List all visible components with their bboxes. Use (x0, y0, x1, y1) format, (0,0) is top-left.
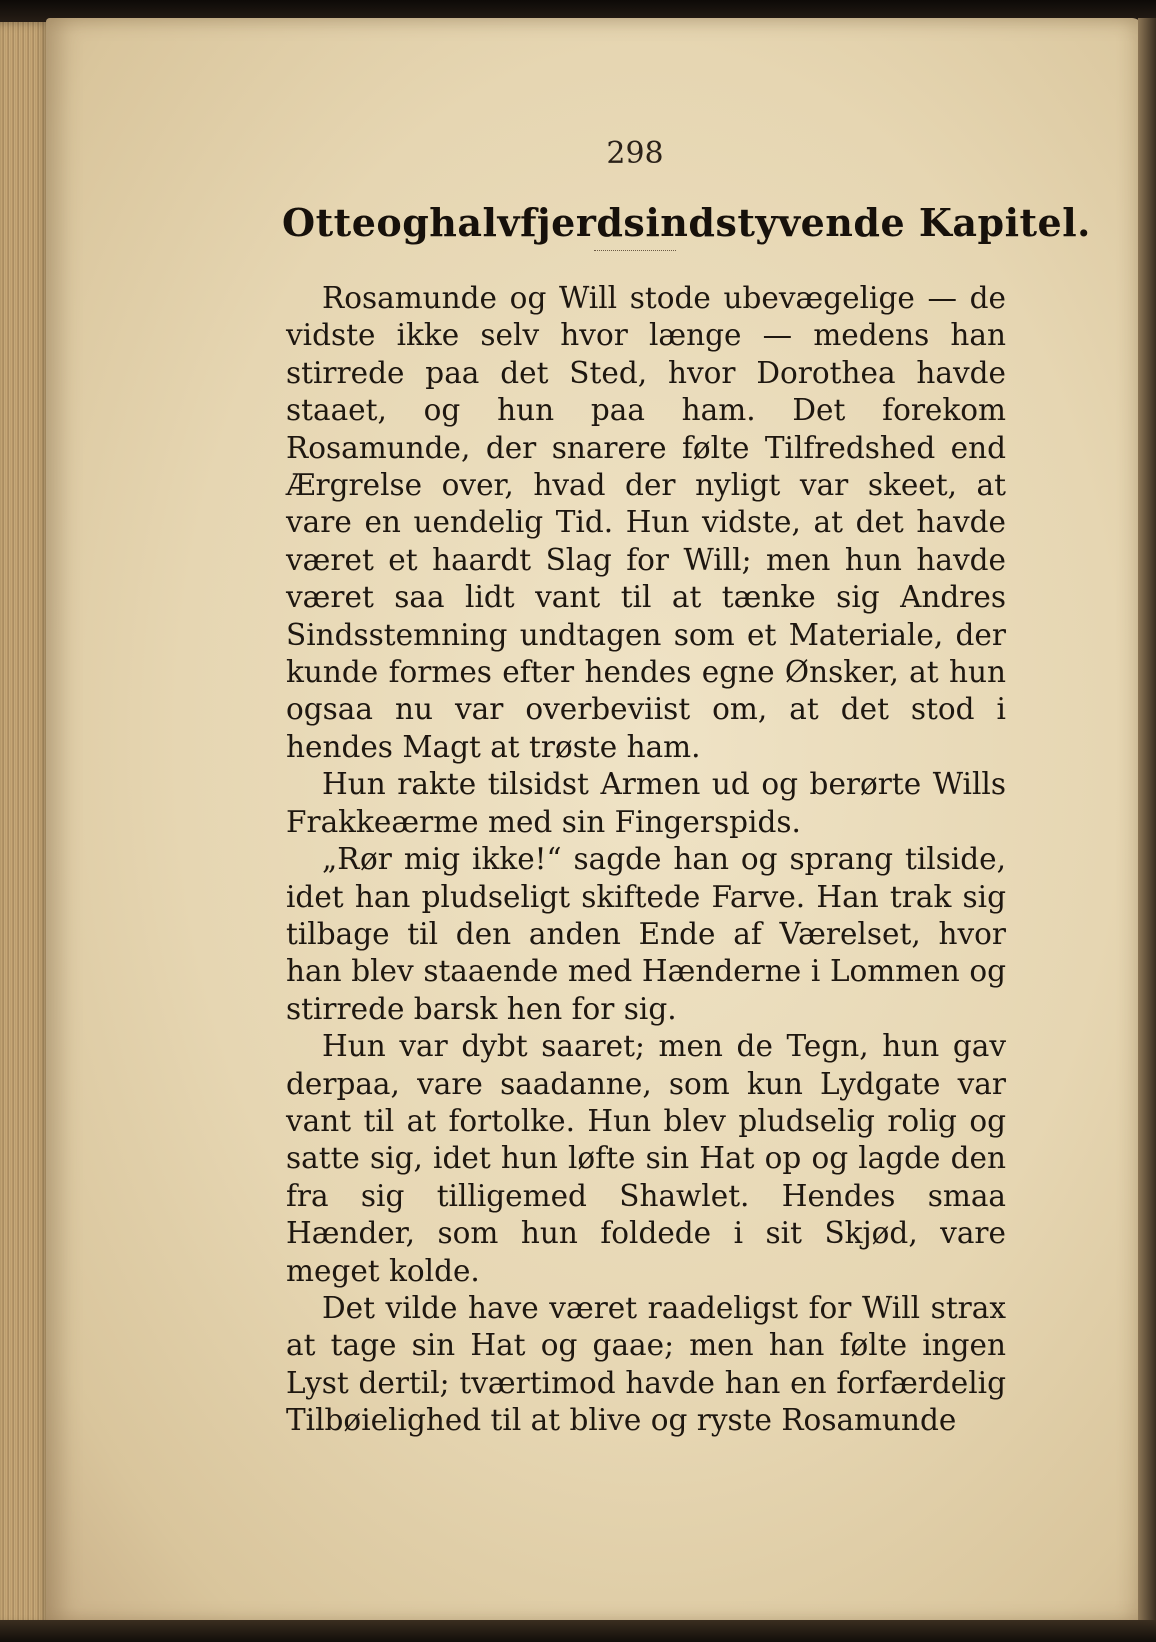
body-text (286, 280, 1006, 1440)
paragraph: Det vilde have været raadeligst for Will strax at tage sin Hat og gaae; men han følte ingen Lyst dertil; tværtimod havde han en forfærdelig Tilbøielighed til at blive og ryste Rosamunde (286, 1290, 1006, 1438)
chapter-heading: Otteoghalvfjerdsindstyvende Kapitel. (282, 200, 1091, 245)
right-page-edge (1138, 18, 1156, 1624)
page-stack-edge (0, 22, 52, 1626)
page-number: 298 (606, 136, 664, 171)
paragraph: Hun rakte tilsidst Armen ud og berørte Wills Frakkeærme med sin Fingerspids. (286, 767, 1006, 839)
paragraph: „Rør mig ikke!“ sagde han og sprang tilside, idet han pludseligt skiftede Farve. Han trak sig tilbage til den anden Ende af Værelset, hvor han blev staaende med Hænderne i Lommen og stirrede barsk hen for sig. (286, 842, 1006, 1026)
bottom-shadow (0, 1620, 1156, 1642)
paragraph: Rosamunde og Will stode ubevægelige — de vidste ikke selv hvor længe — medens han stirrede paa det Sted, hvor Dorothea havde staaet, og hun paa ham. Det forekom Rosamunde, der snarere følte Tilfredshed end Ærgrelse over, hvad der nyligt var skeet, at vare en uendelig Tid. Hun vidste, at det havde været et haardt Slag for Will; men hun havde været saa lidt vant til at tænke sig Andres Sindsstemning undtagen som et Materiale, der kunde formes efter hendes egne Ønsker, at hun ogsaa nu var overbeviist om, at det stod i hendes Magt at trøste ham. (286, 281, 1006, 764)
paragraph: Hun var dybt saaret; men de Tegn, hun gav derpaa, vare saadanne, som kun Lydgate var vant til at fortolke. Hun blev pludselig rolig og satte sig, idet hun løfte sin Hat op og lagde den fra sig tilligemed Shawlet. Hendes smaa Hænder, som hun foldede i sit Skjød, vare meget kolde. (286, 1029, 1006, 1288)
heading-rule (594, 250, 676, 251)
